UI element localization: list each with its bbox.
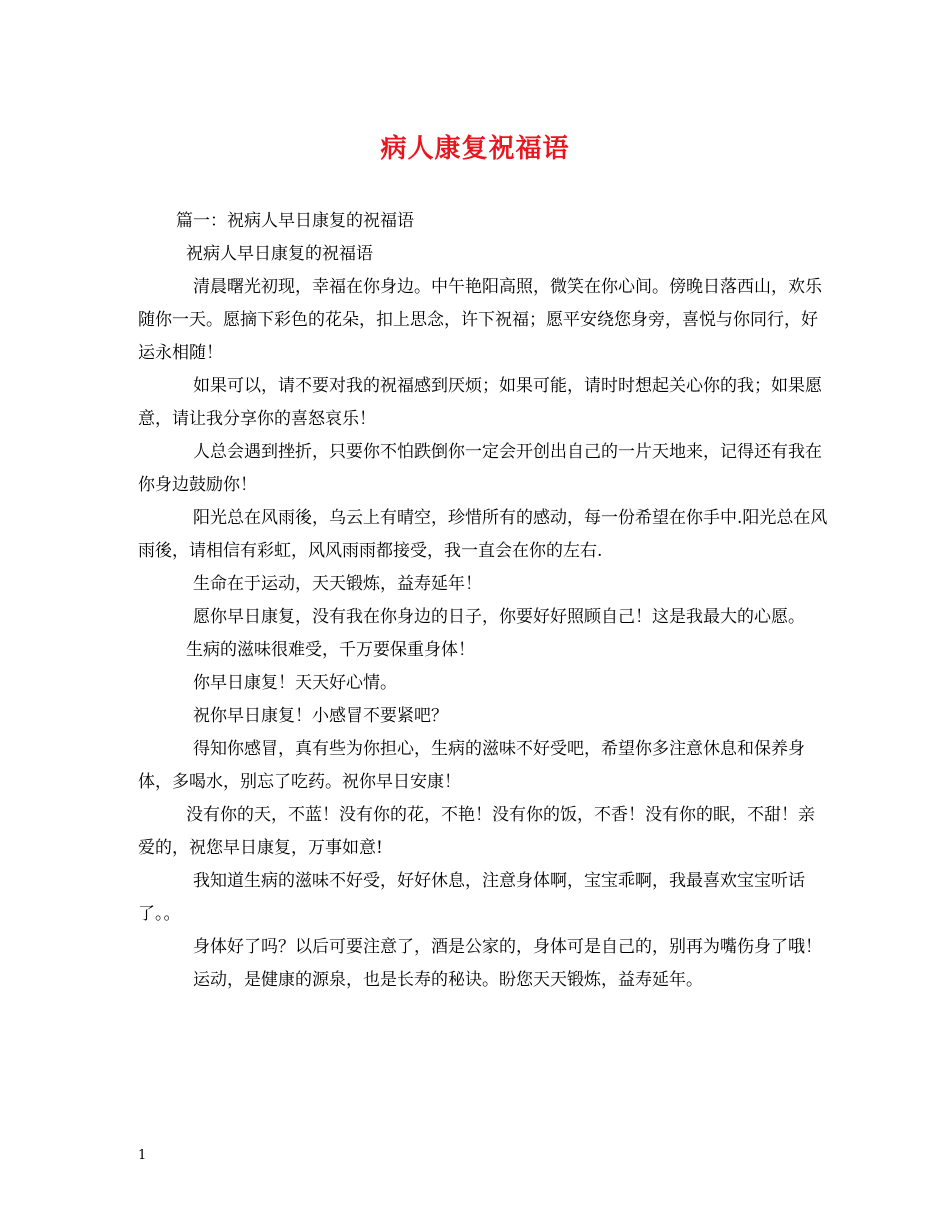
document-body bbox=[138, 205, 828, 997]
paragraph: 祝你早日康复！小感冒不要紧吧？ bbox=[193, 706, 448, 726]
subheading: 祝病人早日康复的祝福语 bbox=[186, 244, 373, 264]
paragraph: 没有你的天，不蓝！没有你的花，不艳！没有你的饭，不香！没有你的眠，不甜！亲爱的，祝您早日康复，万事如意! bbox=[138, 805, 815, 858]
paragraph: 得知你感冒，真有些为你担心，生病的滋味不好受吧，希望你多注意休息和保养身体，多喝水，别忘了吃药。祝你早日安康！ bbox=[138, 739, 805, 792]
paragraph: 生命在于运动，天天锻炼，益寿延年！ bbox=[193, 574, 482, 594]
document-title: 病人康复祝福语 bbox=[380, 134, 570, 164]
section-heading: 篇一：祝病人早日康复的祝福语 bbox=[176, 211, 414, 231]
paragraph: 阳光总在风雨後，乌云上有晴空，珍惜所有的感动，每一份希望在你手中.阳光总在风雨後，请相信有彩虹，风风雨雨都接受，我一直会在你的左右. bbox=[138, 508, 828, 561]
paragraph: 人总会遇到挫折，只要你不怕跌倒你一定会开创出自己的一片天地来，记得还有我在你身边鼓励你！ bbox=[138, 442, 822, 495]
paragraph: 生病的滋味很难受，千万要保重身体！ bbox=[186, 640, 475, 660]
paragraph: 愿你早日康复，没有我在你身边的日子，你要好好照顾自己！这是我最大的心愿。 bbox=[193, 607, 805, 627]
paragraph: 清晨曙光初现，幸福在你身边。中午艳阳高照，微笑在你心间。傍晚日落西山，欢乐随你一天。愿摘下彩色的花朵，扣上思念，许下祝福；愿平安绕您身旁，喜悦与你同行，好运永相随！ bbox=[138, 277, 822, 363]
paragraph: 如果可以，请不要对我的祝福感到厌烦；如果可能，请时时想起关心你的我；如果愿意，请让我分享你的喜怒哀乐！ bbox=[138, 376, 822, 429]
paragraph: 身体好了吗？以后可要注意了，酒是公家的，身体可是自己的，别再为嘴伤身了哦！ bbox=[193, 937, 822, 957]
paragraph: 运动，是健康的源泉，也是长寿的秘诀。盼您天天锻炼，益寿延年。 bbox=[193, 970, 703, 990]
paragraph: 你早日康复！天天好心情。 bbox=[193, 673, 397, 693]
page-number: 1 bbox=[138, 1148, 147, 1163]
paragraph: 我知道生病的滋味不好受，好好休息，注意身体啊，宝宝乖啊，我最喜欢宝宝听话了。。 bbox=[138, 871, 805, 924]
